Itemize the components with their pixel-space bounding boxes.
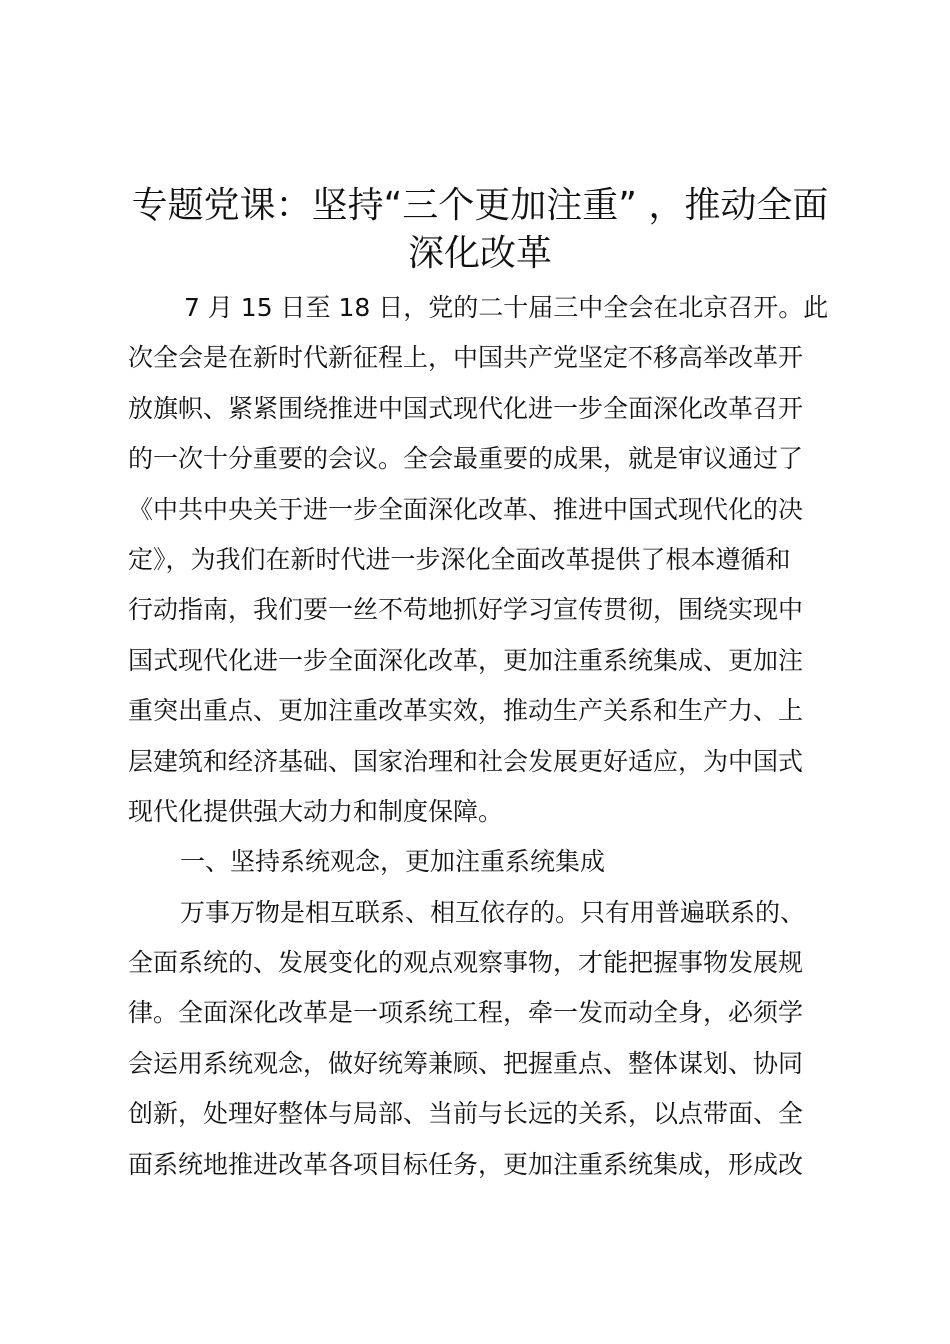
section-heading: 一、坚持系统观念，更加注重系统集成 bbox=[180, 847, 606, 877]
paragraph-line: 行动指南，我们要一丝不苟地抓好学习宣传贯彻，围绕实现中 bbox=[128, 595, 804, 625]
paragraph-line: 全面系统的、发展变化的观点观察事物，才能把握事物发展规 bbox=[128, 948, 804, 978]
paragraph-line: 面系统地推进改革各项目标任务，更加注重系统集成，形成改 bbox=[128, 1149, 804, 1179]
paragraph-line: 放旗帜、紧紧围绕推进中国式现代化进一步全面深化改革召开 bbox=[128, 393, 804, 423]
paragraph-line: 现代化提供强大动力和制度保障。 bbox=[128, 796, 504, 826]
paragraph-line: 层建筑和经济基础、国家治理和社会发展更好适应，为中国式 bbox=[128, 746, 804, 776]
paragraph-line: 国式现代化进一步全面深化改革，更加注重系统集成、更加注 bbox=[128, 645, 804, 675]
paragraph-line: 会运用系统观念，做好统筹兼顾、把握重点、整体谋划、协同 bbox=[128, 1048, 804, 1078]
title-line-1: 专题党课：坚持“三个更加注重” ，推动全面 bbox=[131, 185, 829, 226]
paragraph-line: 《中共中央关于进一步全面深化改革、推进中国式现代化的决 bbox=[128, 494, 804, 524]
paragraph-1 bbox=[128, 283, 838, 837]
paragraph-line: 万事万物是相互联系、相互依存的。只有用普遍联系的、 bbox=[180, 897, 806, 927]
paragraph-2 bbox=[128, 888, 838, 1190]
document-body bbox=[128, 283, 838, 1190]
title-line-2: 深化改革 bbox=[407, 233, 552, 274]
paragraph-line: 的一次十分重要的会议。全会最重要的成果，就是审议通过了 bbox=[128, 444, 804, 474]
paragraph-line: 律。全面深化改革是一项系统工程，牵一发而动全身，必须学 bbox=[128, 998, 804, 1028]
paragraph-line: 定》，为我们在新时代进一步深化全面改革提供了根本遵循和 bbox=[128, 544, 791, 574]
paragraph-line: 创新，处理好整体与局部、当前与长远的关系，以点带面、全 bbox=[128, 1099, 804, 1129]
paragraph-line: 次全会是在新时代新征程上，中国共产党坚定不移高举改革开 bbox=[128, 343, 804, 373]
paragraph-line: 重突出重点、更加注重改革实效，推动生产关系和生产力、上 bbox=[128, 696, 804, 726]
document-title bbox=[110, 182, 850, 278]
paragraph-line: 7 月 15 日至 18 日，党的二十届三中全会在北京召开。此 bbox=[184, 293, 829, 322]
